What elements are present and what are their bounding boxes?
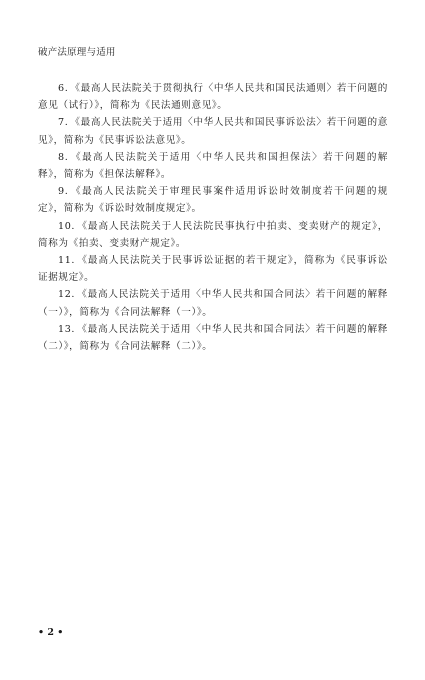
list-item xyxy=(38,114,388,148)
entry-number: 12. xyxy=(58,289,76,301)
entry-text: 《最高人民法院关于民事诉讼证据的若干规定》，简称为《民事诉讼证据规定》。 xyxy=(38,255,388,284)
entry-number: 7. xyxy=(58,117,69,129)
list-item xyxy=(38,149,388,183)
entry-text: 《最高人民法院关于适用〈中华人民共和国合同法〉若干问题的解释（二）》，简称为《合同法解释（二）》。 xyxy=(38,323,388,353)
entry-number: 10. xyxy=(58,220,76,232)
abbreviation-list xyxy=(38,80,388,355)
running-header: 破产法原理与适用 xyxy=(38,47,116,58)
entry-number: 13. xyxy=(58,323,76,335)
entry-text: 《最高人民法院关于适用〈中华人民共和国民事诉讼法〉若干问题的意见》，简称为《民事诉讼法意见》。 xyxy=(38,117,388,146)
list-item xyxy=(38,321,388,355)
entry-text: 《最高人民法院关于适用〈中华人民共和国合同法〉若干问题的解释（一）》，简称为《合同法解释（一）》。 xyxy=(38,289,388,318)
entry-text: 《最高人民法院关于审理民事案件适用诉讼时效制度若干问题的规定》，简称为《诉讼时效制度规定》。 xyxy=(38,186,388,215)
page-number: • 2 • xyxy=(38,627,64,638)
list-item xyxy=(38,286,388,320)
entry-text: 《最高人民法院关于人民法院民事执行中拍卖、变卖财产的规定》，简称为《拍卖、变卖财产规定》。 xyxy=(38,220,388,249)
entry-number: 9. xyxy=(58,186,69,198)
entry-text: 《最高人民法院关于贯彻执行〈中华人民共和国民法通则〉若干问题的意见（试行）》，简称为《民法通则意见》。 xyxy=(38,83,388,112)
list-item xyxy=(38,252,388,286)
entry-number: 8. xyxy=(58,151,69,163)
list-item xyxy=(38,218,388,252)
entry-number: 6. xyxy=(58,83,69,94)
entry-text: 《最高人民法院关于适用〈中华人民共和国担保法〉若干问题的解释》，简称为《担保法解释》。 xyxy=(38,151,388,181)
list-item xyxy=(38,80,388,114)
entry-number: 11. xyxy=(58,255,76,267)
list-item xyxy=(38,183,388,217)
